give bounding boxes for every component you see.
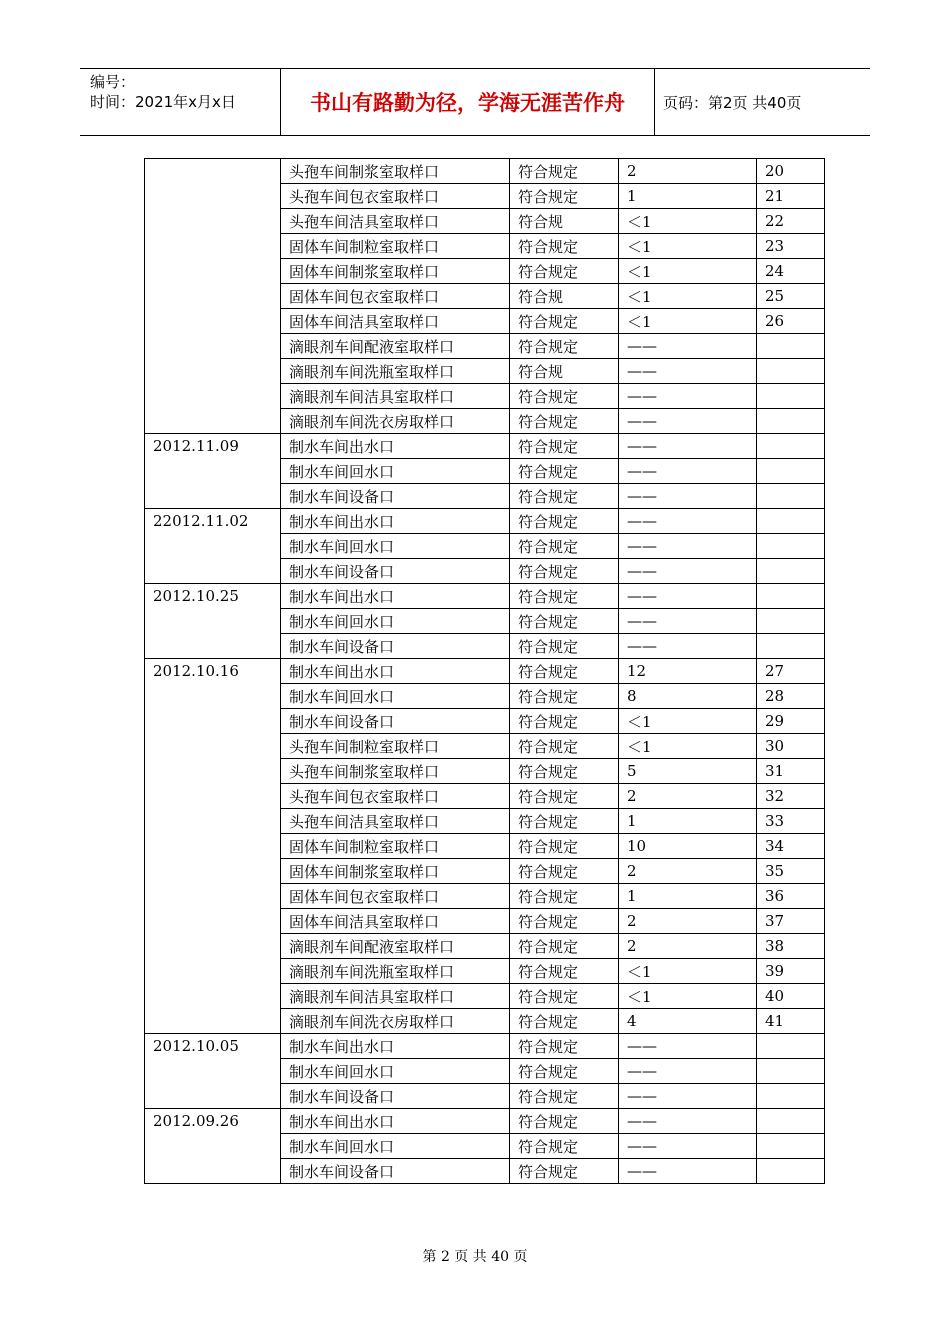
table-row: [145, 659, 825, 684]
result-cell: 符合规定: [510, 759, 619, 784]
result-cell: 符合规定: [510, 334, 619, 359]
sampling-point-cell: 制水车间出水口: [281, 659, 510, 684]
result-cell: 符合规定: [510, 509, 619, 534]
result-cell: 符合规定: [510, 634, 619, 659]
result-cell: 符合规定: [510, 709, 619, 734]
time-label: 时间：2021年x月x日: [90, 93, 236, 111]
count-cell: ——: [619, 609, 757, 634]
result-cell: 符合规定: [510, 459, 619, 484]
header-page-info: 页码：第2页 共40页: [663, 93, 802, 112]
sampling-point-cell: 制水车间回水口: [281, 459, 510, 484]
result-cell: 符合规定: [510, 609, 619, 634]
serial-cell: [757, 559, 825, 584]
sampling-point-cell: 滴眼剂车间洁具室取样口: [281, 384, 510, 409]
result-cell: 符合规定: [510, 234, 619, 259]
code-label: 编号：: [90, 73, 136, 91]
sampling-point-cell: 固体车间洁具室取样口: [281, 309, 510, 334]
count-cell: ——: [619, 634, 757, 659]
count-cell: ——: [619, 459, 757, 484]
table-row: [145, 159, 825, 184]
result-cell: 符合规定: [510, 909, 619, 934]
sampling-point-cell: 滴眼剂车间洁具室取样口: [281, 984, 510, 1009]
count-cell: 1: [619, 184, 757, 209]
count-cell: ——: [619, 434, 757, 459]
result-cell: 符合规定: [510, 534, 619, 559]
count-cell: 10: [619, 834, 757, 859]
sampling-point-cell: 固体车间制浆室取样口: [281, 859, 510, 884]
serial-cell: [757, 384, 825, 409]
serial-cell: 40: [757, 984, 825, 1009]
count-cell: ＜1: [619, 709, 757, 734]
result-cell: 符合规定: [510, 859, 619, 884]
count-cell: ——: [619, 1109, 757, 1134]
count-cell: 2: [619, 159, 757, 184]
serial-cell: [757, 634, 825, 659]
date-cell: 2012.10.05: [145, 1034, 281, 1109]
serial-cell: 26: [757, 309, 825, 334]
result-cell: 符合规定: [510, 984, 619, 1009]
serial-cell: 37: [757, 909, 825, 934]
result-cell: 符合规定: [510, 259, 619, 284]
count-cell: ——: [619, 359, 757, 384]
page-header: [80, 68, 870, 136]
count-cell: ＜1: [619, 309, 757, 334]
sampling-point-cell: 制水车间回水口: [281, 609, 510, 634]
serial-cell: [757, 1084, 825, 1109]
count-cell: ＜1: [619, 259, 757, 284]
result-cell: 符合规: [510, 209, 619, 234]
result-cell: 符合规定: [510, 1034, 619, 1059]
sampling-point-cell: 固体车间制粒室取样口: [281, 834, 510, 859]
sampling-point-cell: 固体车间包衣室取样口: [281, 884, 510, 909]
result-cell: 符合规: [510, 284, 619, 309]
count-cell: 8: [619, 684, 757, 709]
sampling-point-cell: 头孢车间包衣室取样口: [281, 784, 510, 809]
result-cell: 符合规定: [510, 684, 619, 709]
sampling-point-cell: 制水车间回水口: [281, 534, 510, 559]
sampling-point-cell: 头孢车间制浆室取样口: [281, 759, 510, 784]
serial-cell: 38: [757, 934, 825, 959]
sampling-point-cell: 制水车间设备口: [281, 484, 510, 509]
count-cell: ——: [619, 534, 757, 559]
count-cell: 4: [619, 1009, 757, 1034]
result-cell: 符合规定: [510, 384, 619, 409]
serial-cell: 34: [757, 834, 825, 859]
count-cell: ＜1: [619, 284, 757, 309]
sampling-point-cell: 固体车间制浆室取样口: [281, 259, 510, 284]
serial-cell: 25: [757, 284, 825, 309]
serial-cell: [757, 1034, 825, 1059]
result-cell: 符合规定: [510, 1059, 619, 1084]
sampling-point-cell: 头孢车间洁具室取样口: [281, 209, 510, 234]
result-cell: 符合规定: [510, 1159, 619, 1184]
serial-cell: [757, 584, 825, 609]
serial-cell: 30: [757, 734, 825, 759]
sampling-point-cell: 固体车间制粒室取样口: [281, 234, 510, 259]
sampling-point-cell: 固体车间包衣室取样口: [281, 284, 510, 309]
sampling-point-cell: 制水车间出水口: [281, 1109, 510, 1134]
result-cell: 符合规定: [510, 1009, 619, 1034]
serial-cell: [757, 334, 825, 359]
result-cell: 符合规定: [510, 409, 619, 434]
count-cell: 2: [619, 784, 757, 809]
sampling-point-cell: 制水车间回水口: [281, 1059, 510, 1084]
result-cell: 符合规定: [510, 934, 619, 959]
result-cell: 符合规定: [510, 559, 619, 584]
header-motto: 书山有路勤为径，学海无涯苦作舟: [281, 69, 655, 135]
serial-cell: [757, 509, 825, 534]
count-cell: ——: [619, 484, 757, 509]
serial-cell: [757, 534, 825, 559]
date-cell: [145, 159, 281, 434]
records-table: [144, 158, 825, 1184]
table-row: [145, 434, 825, 459]
date-cell: 22012.11.02: [145, 509, 281, 584]
result-cell: 符合规定: [510, 734, 619, 759]
sampling-point-cell: 制水车间设备口: [281, 709, 510, 734]
result-cell: 符合规定: [510, 834, 619, 859]
serial-cell: 20: [757, 159, 825, 184]
result-cell: 符合规定: [510, 1134, 619, 1159]
sampling-point-cell: 滴眼剂车间配液室取样口: [281, 934, 510, 959]
sampling-point-cell: 滴眼剂车间洗衣房取样口: [281, 1009, 510, 1034]
serial-cell: [757, 359, 825, 384]
count-cell: 12: [619, 659, 757, 684]
sampling-point-cell: 制水车间设备口: [281, 559, 510, 584]
sampling-point-cell: 制水车间出水口: [281, 434, 510, 459]
serial-cell: [757, 1159, 825, 1184]
sampling-point-cell: 制水车间回水口: [281, 1134, 510, 1159]
date-cell: 2012.10.25: [145, 584, 281, 659]
result-cell: 符合规定: [510, 159, 619, 184]
serial-cell: [757, 459, 825, 484]
sampling-point-cell: 滴眼剂车间配液室取样口: [281, 334, 510, 359]
table-row: [145, 509, 825, 534]
count-cell: ＜1: [619, 959, 757, 984]
serial-cell: 35: [757, 859, 825, 884]
sampling-point-cell: 制水车间出水口: [281, 1034, 510, 1059]
serial-cell: 31: [757, 759, 825, 784]
count-cell: 5: [619, 759, 757, 784]
count-cell: ＜1: [619, 209, 757, 234]
serial-cell: 32: [757, 784, 825, 809]
sampling-point-cell: 头孢车间洁具室取样口: [281, 809, 510, 834]
result-cell: 符合规: [510, 359, 619, 384]
serial-cell: 33: [757, 809, 825, 834]
sampling-point-cell: 头孢车间制浆室取样口: [281, 159, 510, 184]
serial-cell: 39: [757, 959, 825, 984]
result-cell: 符合规定: [510, 959, 619, 984]
page-footer: 第 2 页 共 40 页: [422, 1249, 528, 1265]
serial-cell: 36: [757, 884, 825, 909]
count-cell: ——: [619, 1134, 757, 1159]
count-cell: ——: [619, 559, 757, 584]
serial-cell: 27: [757, 659, 825, 684]
serial-cell: 21: [757, 184, 825, 209]
count-cell: 2: [619, 934, 757, 959]
date-cell: 2012.11.09: [145, 434, 281, 509]
count-cell: ——: [619, 1034, 757, 1059]
serial-cell: 23: [757, 234, 825, 259]
result-cell: 符合规定: [510, 434, 619, 459]
table-row: [145, 1109, 825, 1134]
serial-cell: [757, 1109, 825, 1134]
count-cell: ——: [619, 1159, 757, 1184]
serial-cell: 41: [757, 1009, 825, 1034]
count-cell: ＜1: [619, 734, 757, 759]
count-cell: ——: [619, 509, 757, 534]
serial-cell: 22: [757, 209, 825, 234]
count-cell: 2: [619, 909, 757, 934]
result-cell: 符合规定: [510, 184, 619, 209]
count-cell: 2: [619, 859, 757, 884]
count-cell: ——: [619, 1084, 757, 1109]
sampling-point-cell: 头孢车间包衣室取样口: [281, 184, 510, 209]
serial-cell: 28: [757, 684, 825, 709]
serial-cell: [757, 609, 825, 634]
count-cell: ——: [619, 409, 757, 434]
sampling-point-cell: 制水车间设备口: [281, 1084, 510, 1109]
sampling-point-cell: 制水车间回水口: [281, 684, 510, 709]
result-cell: 符合规定: [510, 659, 619, 684]
result-cell: 符合规定: [510, 309, 619, 334]
count-cell: ——: [619, 334, 757, 359]
sampling-point-cell: 滴眼剂车间洗瓶室取样口: [281, 959, 510, 984]
result-cell: 符合规定: [510, 484, 619, 509]
sampling-point-cell: 滴眼剂车间洗衣房取样口: [281, 409, 510, 434]
result-cell: 符合规定: [510, 784, 619, 809]
sampling-point-cell: 制水车间设备口: [281, 1159, 510, 1184]
sampling-point-cell: 制水车间出水口: [281, 584, 510, 609]
result-cell: 符合规定: [510, 1084, 619, 1109]
table-row: [145, 1034, 825, 1059]
serial-cell: [757, 434, 825, 459]
result-cell: 符合规定: [510, 884, 619, 909]
serial-cell: [757, 409, 825, 434]
result-cell: 符合规定: [510, 809, 619, 834]
result-cell: 符合规定: [510, 1109, 619, 1134]
count-cell: ＜1: [619, 234, 757, 259]
serial-cell: [757, 1134, 825, 1159]
serial-cell: [757, 1059, 825, 1084]
serial-cell: [757, 484, 825, 509]
sampling-point-cell: 固体车间洁具室取样口: [281, 909, 510, 934]
sampling-point-cell: 制水车间出水口: [281, 509, 510, 534]
count-cell: ＜1: [619, 984, 757, 1009]
count-cell: 1: [619, 884, 757, 909]
date-cell: 2012.09.26: [145, 1109, 281, 1184]
serial-cell: 24: [757, 259, 825, 284]
table-row: [145, 584, 825, 609]
serial-cell: 29: [757, 709, 825, 734]
result-cell: 符合规定: [510, 584, 619, 609]
count-cell: 1: [619, 809, 757, 834]
count-cell: ——: [619, 1059, 757, 1084]
sampling-point-cell: 滴眼剂车间洗瓶室取样口: [281, 359, 510, 384]
count-cell: ——: [619, 584, 757, 609]
date-cell: 2012.10.16: [145, 659, 281, 1034]
sampling-point-cell: 头孢车间制粒室取样口: [281, 734, 510, 759]
header-meta: [80, 69, 281, 135]
count-cell: ——: [619, 384, 757, 409]
sampling-point-cell: 制水车间设备口: [281, 634, 510, 659]
records-table-body: [145, 159, 825, 1184]
